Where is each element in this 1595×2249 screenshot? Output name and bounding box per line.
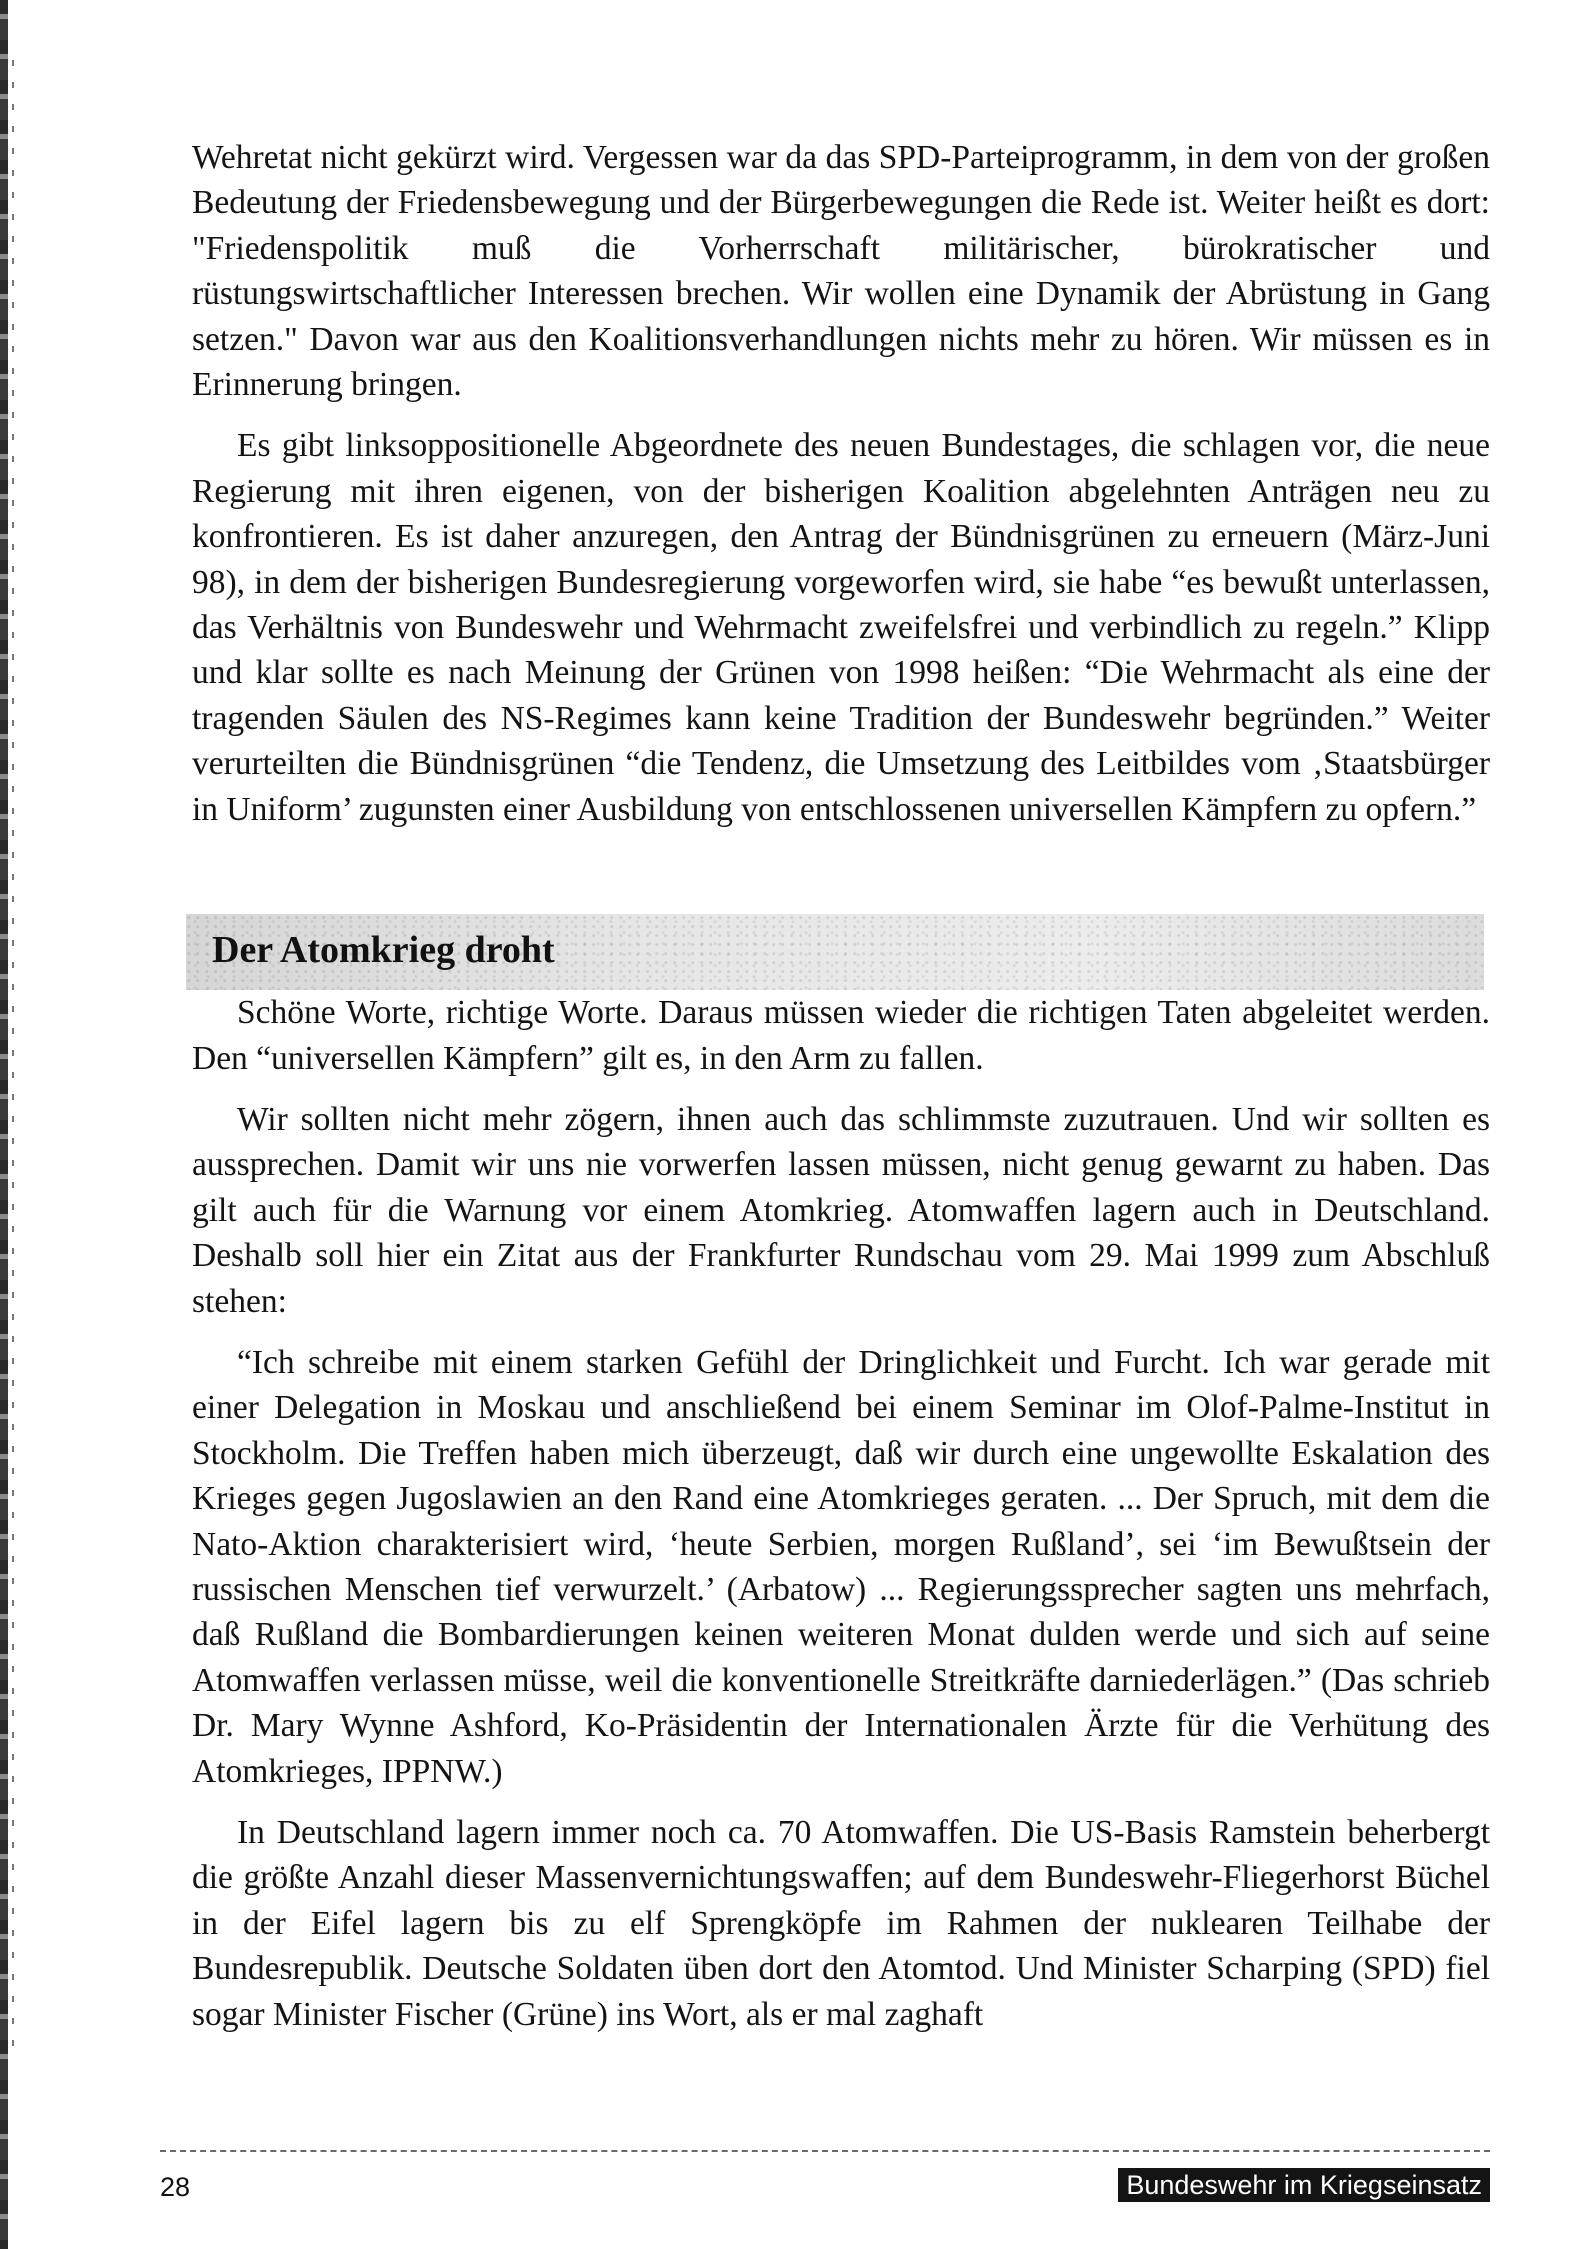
scan-binding-shadow: [12, 60, 14, 2060]
paragraph-warning: Wir sollten nicht mehr zögern, ihnen auch das schlimmste zuzutrauen. Und wir sollten es aussprechen. Damit wir uns nie vorwerfen lassen müssen, nicht genug gewarnt zu haben. Das gilt auch für die Warnung vor einem Atomkrieg. Atomwaffen lagern auch in Deutschland. Deshalb soll hier ein Zitat aus der Frankfurter Rundschau vom 29. Mai 1999 zum Abschluß stehen:: [192, 1100, 1490, 1320]
paragraph-quote: “Ich schreibe mit einem starken Gefühl der Dringlichkeit und Furcht. Ich war gerade mit einer Delegation in Moskau und anschließend bei einem Seminar im Olof-Palme-Institut in Stockholm. Die Treffen haben mich überzeugt, daß wir durch eine ungewollte Eskalation des Krieges gegen Jugoslawien an den Rand eine Atomkrieges geraten. ... Der Spruch, mit dem die Nato-Aktion charakterisiert wird, ‘heute Serbien, morgen Rußland’, sei ‘im Bewußtsein der russischen Menschen tief verwurzelt.’ (Arbatow) ... Regierungssprecher sagten uns mehrfach, daß Rußland die Bombardierungen keinen weiteren Monat dulden werde und sich auf seine Atomwaffen verlassen müsse, weil die konventionelle Streitkräfte darniederlägen.” (Das schrieb Dr. Mary Wynne Ashford, Ko-Präsidentin der Internationalen Ärzte für die Verhütung des Atomkrieges, IPPNW.): [192, 1343, 1490, 1790]
page-number: 28: [160, 2172, 191, 2202]
footer-rule: [160, 2150, 1490, 2152]
series-title: Bundeswehr im Kriegseinsatz: [1118, 2168, 1490, 2202]
paragraph-nuclear-weapons: In Deutschland lagern immer noch ca. 70 Atomwaffen. Die US-Basis Ramstein beherbergt die größte Anzahl dieser Massenvernichtungswaffen; auf dem Bundeswehr-Fliegerhorst Büchel in der Eifel lagern bis zu elf Sprengköpfe im Rahmen der nuklearen Teilhabe der Bundesrepublik. Deutsche Soldaten üben dort den Atomtod. Und Minister Scharping (SPD) fiel sogar Minister Fischer (Grüne) ins Wort, als er mal zaghaft: [192, 1814, 1490, 2033]
section-heading: Der Atomkrieg droht: [212, 929, 555, 972]
scan-binding-edge: [0, 0, 8, 2249]
paragraph-continuation: Wehretat nicht gekürzt wird. Vergessen war da das SPD-Parteiprogramm, in dem von der großen Bedeutung der Friedensbewegung und der Bürgerbewegungen die Rede ist. Weiter heißt es dort: "Friedenspolitik muß die Vorherrschaft militärischer, bürokratischer und rüstungswirtschaftlicher Interessen brechen. Wir wollen eine Dynamik der Abrüstung in Gang setzen." Davon war aus den Koalitionsverhandlungen nichts mehr zu hören. Wir müssen es in Erinnerung bringen.: [192, 139, 1490, 404]
paragraph-opposition-motion: Es gibt linksoppositionelle Abgeordnete des neuen Bundestages, die schlagen vor, die neue Regierung mit ihren eigenen, von der bisherigen Koalition abgelehnten Anträgen neu zu konfrontieren. Es ist daher anzuregen, den Antrag der Bündnisgrünen zu erneuern (März-Juni 98), in dem der bisherigen Bundesregierung vorgeworfen wird, sie habe “es bewußt unterlassen, das Verhältnis von Bundeswehr und Wehrmacht zweifelsfrei und verbindlich zu regeln.” Klipp und klar sollte es nach Meinung der Grünen von 1998 heißen: “Die Wehrmacht als eine der tragenden Säulen des NS-Regimes kann keine Tradition der Bundeswehr begründen.” Weiter verurteilten die Bündnisgrünen “die Tendenz, die Umsetzung des Leitbildes vom ‚Staatsbürger in Uniform’ zugunsten einer Ausbildung von entschlossenen universellen Kämpfern zu opfern.”: [192, 427, 1490, 828]
text-column: [192, 135, 1490, 2037]
paragraph-nice-words: Schöne Worte, richtige Worte. Daraus müssen wieder die richtigen Taten abgeleitet werden. Den “universellen Kämpfern” gilt es, in den Arm zu fallen.: [192, 994, 1490, 1077]
section-heading-bar: [186, 914, 1484, 990]
